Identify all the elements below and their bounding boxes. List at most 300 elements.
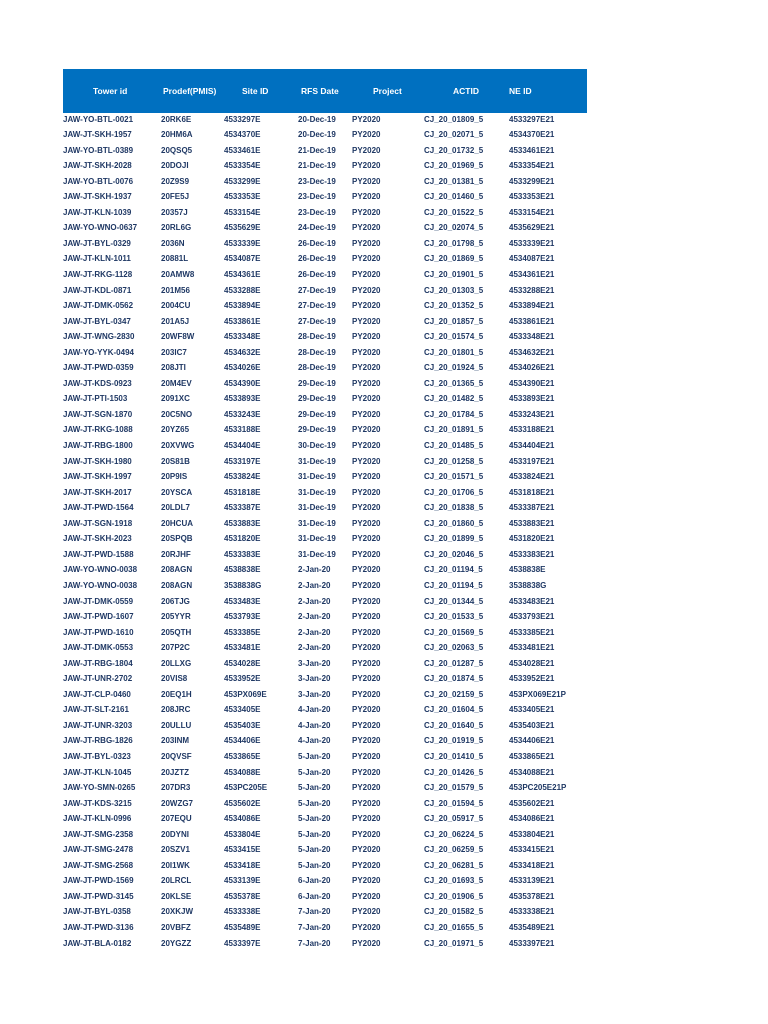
tower-id-cell: JAW-JT-PWD-0359 xyxy=(63,363,134,373)
ne-id-cell: 4533353E21 xyxy=(509,192,555,202)
tower-id-cell: JAW-JT-KLN-1011 xyxy=(63,254,131,264)
project-cell: PY2020 xyxy=(352,332,381,342)
rfs-date-cell: 7-Jan-20 xyxy=(298,923,331,932)
ne-id-cell: 4534361E21 xyxy=(509,270,555,279)
actid-cell: CJ_20_01924_5 xyxy=(424,363,484,373)
project-cell: PY2020 xyxy=(352,316,381,326)
site-id-cell: 4534404E xyxy=(224,441,261,450)
site-id-cell: 4533299E xyxy=(224,176,261,186)
actid-cell: CJ_20_01901_5 xyxy=(424,270,484,279)
actid-cell: CJ_20_01869_5 xyxy=(424,254,484,264)
table-row xyxy=(63,702,587,717)
prodef-cell: 20DOJI xyxy=(161,161,189,171)
tower-id-cell: JAW-JT-PWD-1569 xyxy=(63,876,134,886)
rfs-date-cell: 31-Dec-19 xyxy=(298,472,336,482)
actid-cell: CJ_20_01809_5 xyxy=(424,114,484,124)
project-cell: PY2020 xyxy=(352,565,381,575)
table-row xyxy=(63,189,587,204)
rfs-date-cell: 2-Jan-20 xyxy=(298,580,331,590)
actid-cell: CJ_20_01899_5 xyxy=(424,534,484,544)
actid-cell: CJ_20_01426_5 xyxy=(424,767,484,777)
tower-id-cell: JAW-JT-KLN-1045 xyxy=(63,767,132,777)
project-cell: PY2020 xyxy=(352,798,381,808)
rfs-date-cell: 5-Jan-20 xyxy=(298,751,331,761)
prodef-cell: 207P2C xyxy=(161,643,190,653)
ne-id-cell: 4534086E21 xyxy=(509,814,555,824)
tower-id-cell: JAW-JT-SLT-2161 xyxy=(63,705,129,715)
prodef-cell: 2036N xyxy=(161,238,185,248)
tower-id-cell: JAW-JT-PWD-3136 xyxy=(63,923,134,932)
tower-id-cell: JAW-JT-RKG-1088 xyxy=(63,425,133,435)
actid-cell: CJ_20_01287_5 xyxy=(424,658,484,668)
ne-id-cell: 4533883E21 xyxy=(509,518,555,528)
project-cell: PY2020 xyxy=(352,472,381,482)
prodef-cell: 203INM xyxy=(161,736,190,746)
site-id-cell: 4535378E xyxy=(224,891,261,901)
prodef-cell: 20YGZZ xyxy=(161,938,192,948)
table-row xyxy=(63,469,587,484)
table-row xyxy=(63,811,587,826)
rfs-date-cell: 6-Jan-20 xyxy=(298,891,331,901)
site-id-cell: 4533461E xyxy=(224,145,261,155)
prodef-cell: 20VBFZ xyxy=(161,923,191,932)
prodef-cell: 20M4EV xyxy=(161,378,192,388)
prodef-cell: 20I1WK xyxy=(161,860,190,870)
prodef-cell: 20RL6G xyxy=(161,223,192,233)
actid-cell: CJ_20_01303_5 xyxy=(424,285,484,295)
ne-id-cell: 4533243E21 xyxy=(509,409,555,419)
ne-id-cell: 4533397E21 xyxy=(509,938,555,948)
site-id-cell: 4533387E xyxy=(224,503,261,513)
project-cell: PY2020 xyxy=(352,192,381,202)
site-id-cell: 4533415E xyxy=(224,845,261,855)
prodef-cell: 20AMW8 xyxy=(161,270,195,279)
actid-cell: CJ_20_02159_5 xyxy=(424,689,484,699)
actid-cell: CJ_20_01352_5 xyxy=(424,301,484,311)
actid-cell: CJ_20_02074_5 xyxy=(424,223,484,233)
prodef-cell: 20Z9S9 xyxy=(161,176,190,186)
rfs-date-cell: 31-Dec-19 xyxy=(298,487,336,497)
prodef-cell: 20SPQB xyxy=(161,534,193,544)
ne-id-cell: 4533297E21 xyxy=(509,114,555,124)
table-row xyxy=(63,671,587,686)
ne-id-cell: 453PC205E21P xyxy=(509,783,567,792)
ne-id-cell: 4533804E21 xyxy=(509,829,555,839)
table-row xyxy=(63,656,587,671)
ne-id-cell: 4533188E21 xyxy=(509,425,555,435)
actid-cell: CJ_20_01571_5 xyxy=(424,472,484,482)
site-id-cell: 4533952E xyxy=(224,674,261,684)
tower-id-cell: JAW-JT-PTI-1503 xyxy=(63,394,128,404)
rfs-date-cell: 2-Jan-20 xyxy=(298,627,331,637)
rfs-date-cell: 7-Jan-20 xyxy=(298,907,331,917)
prodef-cell: 208AGN xyxy=(161,580,193,590)
tower-id-cell: JAW-JT-SMG-2358 xyxy=(63,829,134,839)
tower-id-cell: JAW-JT-RBG-1826 xyxy=(63,736,133,746)
rfs-date-cell: 26-Dec-19 xyxy=(298,254,336,264)
project-cell: PY2020 xyxy=(352,114,381,124)
project-cell: PY2020 xyxy=(352,907,381,917)
tower-id-cell: JAW-JT-PWD-3145 xyxy=(63,891,134,901)
project-cell: PY2020 xyxy=(352,363,381,373)
rfs-date-cell: 31-Dec-19 xyxy=(298,534,336,544)
tower-id-cell: JAW-JT-BLA-0182 xyxy=(63,938,132,948)
ne-id-cell: 4533354E21 xyxy=(509,161,555,171)
project-cell: PY2020 xyxy=(352,938,381,948)
table-row xyxy=(63,858,587,873)
site-id-cell: 4533297E xyxy=(224,114,261,124)
actid-cell: CJ_20_01569_5 xyxy=(424,627,484,637)
table-row xyxy=(63,873,587,888)
prodef-cell: 20KLSE xyxy=(161,891,192,901)
rfs-date-cell: 20-Dec-19 xyxy=(298,130,336,139)
tower-id-cell: JAW-YO-BTL-0076 xyxy=(63,176,134,186)
prodef-cell: 20LDL7 xyxy=(161,503,190,513)
rfs-date-cell: 3-Jan-20 xyxy=(298,674,331,684)
table-row xyxy=(63,360,587,375)
tower-id-cell: JAW-JT-PWD-1607 xyxy=(63,612,134,621)
project-cell: PY2020 xyxy=(352,347,381,357)
ne-id-cell: 453PX069E21P xyxy=(509,689,566,699)
rfs-date-cell: 3-Jan-20 xyxy=(298,658,331,668)
project-cell: PY2020 xyxy=(352,891,381,901)
table-row xyxy=(63,718,587,733)
project-cell: PY2020 xyxy=(352,254,381,264)
actid-cell: CJ_20_01784_5 xyxy=(424,409,484,419)
project-cell: PY2020 xyxy=(352,845,381,855)
site-id-cell: 4534370E xyxy=(224,130,261,139)
site-id-cell: 4533865E xyxy=(224,751,261,761)
project-cell: PY2020 xyxy=(352,643,381,653)
prodef-cell: 20YSCA xyxy=(161,487,193,497)
rfs-date-cell: 29-Dec-19 xyxy=(298,425,336,435)
prodef-cell: 207DR3 xyxy=(161,783,191,792)
rfs-date-cell: 3-Jan-20 xyxy=(298,689,331,699)
ne-id-cell: 4533894E21 xyxy=(509,301,555,311)
column-header-project: Project xyxy=(373,86,402,96)
prodef-cell: 20LRCL xyxy=(161,876,192,886)
tower-id-cell: JAW-JT-RKG-1128 xyxy=(63,270,133,279)
prodef-cell: 20P9IS xyxy=(161,472,188,482)
rfs-date-cell: 5-Jan-20 xyxy=(298,860,331,870)
site-id-cell: 4534088E xyxy=(224,767,261,777)
site-id-cell: 4534406E xyxy=(224,736,261,746)
prodef-cell: 208JTI xyxy=(161,363,186,373)
ne-id-cell: 4531818E21 xyxy=(509,487,555,497)
table-row xyxy=(63,422,587,437)
table-row xyxy=(63,205,587,220)
tower-id-cell: JAW-JT-SGN-1870 xyxy=(63,409,133,419)
tower-id-cell: JAW-YO-WNO-0038 xyxy=(63,565,138,575)
actid-cell: CJ_20_01574_5 xyxy=(424,332,484,342)
prodef-cell: 201A5J xyxy=(161,316,190,326)
project-cell: PY2020 xyxy=(352,658,381,668)
site-id-cell: 4533824E xyxy=(224,472,261,482)
table-row xyxy=(63,438,587,453)
site-id-cell: 4535629E xyxy=(224,223,261,233)
prodef-cell: 20ULLU xyxy=(161,720,192,730)
table-row xyxy=(63,765,587,780)
rfs-date-cell: 23-Dec-19 xyxy=(298,207,336,217)
rfs-date-cell: 5-Jan-20 xyxy=(298,767,331,777)
tower-id-cell: JAW-JT-DMK-0559 xyxy=(63,596,134,606)
table-row xyxy=(63,780,587,795)
project-cell: PY2020 xyxy=(352,394,381,404)
project-cell: PY2020 xyxy=(352,378,381,388)
site-id-cell: 4533883E xyxy=(224,518,261,528)
tower-id-cell: JAW-YO-SMN-0265 xyxy=(63,783,136,792)
tower-id-cell: JAW-JT-DMK-0562 xyxy=(63,301,134,311)
site-id-cell: 4534632E xyxy=(224,347,261,357)
actid-cell: CJ_20_01706_5 xyxy=(424,487,484,497)
prodef-cell: 207EQU xyxy=(161,814,192,824)
rfs-date-cell: 5-Jan-20 xyxy=(298,829,331,839)
project-cell: PY2020 xyxy=(352,783,381,792)
ne-id-cell: 4533348E21 xyxy=(509,332,555,342)
prodef-cell: 20YZ65 xyxy=(161,425,190,435)
tower-id-cell: JAW-JT-SKH-1957 xyxy=(63,130,132,139)
rfs-date-cell: 29-Dec-19 xyxy=(298,378,336,388)
table-row xyxy=(63,889,587,904)
tower-id-cell: JAW-JT-BYL-0347 xyxy=(63,316,131,326)
site-id-cell: 4533481E xyxy=(224,643,261,653)
table-row xyxy=(63,174,587,189)
site-id-cell: 4533804E xyxy=(224,829,261,839)
tower-id-cell: JAW-JT-KDS-3215 xyxy=(63,798,132,808)
actid-cell: CJ_20_01194_5 xyxy=(424,580,483,590)
project-cell: PY2020 xyxy=(352,720,381,730)
tower-id-cell: JAW-YO-BTL-0021 xyxy=(63,114,134,124)
table-row xyxy=(63,936,587,951)
prodef-cell: 20C5NO xyxy=(161,409,193,419)
rfs-date-cell: 29-Dec-19 xyxy=(298,394,336,404)
prodef-cell: 20WF8W xyxy=(161,332,195,342)
rfs-date-cell: 21-Dec-19 xyxy=(298,161,336,171)
prodef-cell: 20QVSF xyxy=(161,751,192,761)
rfs-date-cell: 2-Jan-20 xyxy=(298,565,331,575)
prodef-cell: 20DYNI xyxy=(161,829,190,839)
ne-id-cell: 3538838G xyxy=(509,580,547,590)
ne-id-cell: 4533387E21 xyxy=(509,503,555,513)
actid-cell: CJ_20_05917_5 xyxy=(424,814,484,824)
rfs-date-cell: 5-Jan-20 xyxy=(298,798,331,808)
tower-id-cell: JAW-YO-WNO-0637 xyxy=(63,223,138,233)
site-id-cell: 4533894E xyxy=(224,301,261,311)
actid-cell: CJ_20_01381_5 xyxy=(424,176,484,186)
table-row xyxy=(63,298,587,313)
ne-id-cell: 4533793E21 xyxy=(509,612,555,621)
site-id-cell: 4534361E xyxy=(224,270,261,279)
tower-id-cell: JAW-JT-SMG-2568 xyxy=(63,860,134,870)
prodef-cell: 20XVWG xyxy=(161,441,195,450)
table-row xyxy=(63,236,587,251)
table-row xyxy=(63,454,587,469)
table-row xyxy=(63,625,587,640)
tower-id-cell: JAW-YO-BTL-0389 xyxy=(63,145,134,155)
table-row xyxy=(63,112,587,127)
table-row xyxy=(63,143,587,158)
table-row xyxy=(63,827,587,842)
rfs-date-cell: 28-Dec-19 xyxy=(298,332,336,342)
actid-cell: CJ_20_02063_5 xyxy=(424,643,484,653)
site-id-cell: 4534390E xyxy=(224,378,261,388)
tower-id-cell: JAW-JT-KLN-1039 xyxy=(63,207,132,217)
project-cell: PY2020 xyxy=(352,736,381,746)
actid-cell: CJ_20_01874_5 xyxy=(424,674,484,684)
tower-id-cell: JAW-JT-SKH-1980 xyxy=(63,456,132,466)
tower-id-cell: JAW-JT-DMK-0553 xyxy=(63,643,134,653)
actid-cell: CJ_20_06259_5 xyxy=(424,845,484,855)
actid-cell: CJ_20_01838_5 xyxy=(424,503,484,513)
prodef-cell: 20EQ1H xyxy=(161,689,192,699)
table-row xyxy=(63,391,587,406)
rfs-date-cell: 6-Jan-20 xyxy=(298,876,331,886)
ne-id-cell: 4534406E21 xyxy=(509,736,555,746)
actid-cell: CJ_20_01798_5 xyxy=(424,238,484,248)
ne-id-cell: 4533481E21 xyxy=(509,643,555,653)
actid-cell: CJ_20_01594_5 xyxy=(424,798,484,808)
tower-id-cell: JAW-JT-KDL-0871 xyxy=(63,285,132,295)
ne-id-cell: 4534404E21 xyxy=(509,441,555,450)
ne-id-cell: 4535629E21 xyxy=(509,223,555,233)
spreadsheet-table xyxy=(63,69,587,948)
rfs-date-cell: 31-Dec-19 xyxy=(298,503,336,513)
table-row xyxy=(63,345,587,360)
tower-id-cell: JAW-JT-PWD-1610 xyxy=(63,627,134,637)
actid-cell: CJ_20_01194_5 xyxy=(424,565,483,575)
rfs-date-cell: 23-Dec-19 xyxy=(298,176,336,186)
actid-cell: CJ_20_06281_5 xyxy=(424,860,484,870)
table-row xyxy=(63,127,587,142)
actid-cell: CJ_20_01482_5 xyxy=(424,394,484,404)
prodef-cell: 20HCUA xyxy=(161,518,194,528)
ne-id-cell: 4533288E21 xyxy=(509,285,555,295)
project-cell: PY2020 xyxy=(352,285,381,295)
table-row xyxy=(63,733,587,748)
project-cell: PY2020 xyxy=(352,580,381,590)
ne-id-cell: 4533461E21 xyxy=(509,145,555,155)
site-id-cell: 4533339E xyxy=(224,238,261,248)
table-row xyxy=(63,516,587,531)
tower-id-cell: JAW-JT-CLP-0460 xyxy=(63,689,131,699)
actid-cell: CJ_20_02071_5 xyxy=(424,130,484,139)
site-id-cell: 4533288E xyxy=(224,285,261,295)
ne-id-cell: 4533154E21 xyxy=(509,207,555,217)
table-row xyxy=(63,267,587,282)
site-id-cell: 4533383E xyxy=(224,549,261,559)
prodef-cell: 20881L xyxy=(161,254,189,264)
table-row xyxy=(63,314,587,329)
site-id-cell: 4533893E xyxy=(224,394,261,404)
ne-id-cell: 4533861E21 xyxy=(509,316,555,326)
prodef-cell: 20S81B xyxy=(161,456,190,466)
project-cell: PY2020 xyxy=(352,876,381,886)
table-row xyxy=(63,407,587,422)
project-cell: PY2020 xyxy=(352,145,381,155)
ne-id-cell: 4535602E21 xyxy=(509,798,555,808)
table-row xyxy=(63,609,587,624)
rfs-date-cell: 26-Dec-19 xyxy=(298,270,336,279)
site-id-cell: 4533397E xyxy=(224,938,261,948)
tower-id-cell: JAW-JT-SKH-2023 xyxy=(63,534,132,544)
tower-id-cell: JAW-JT-BYL-0358 xyxy=(63,907,131,917)
tower-id-cell: JAW-JT-UNR-3203 xyxy=(63,720,133,730)
site-id-cell: 4533348E xyxy=(224,332,261,342)
prodef-cell: 201M56 xyxy=(161,285,190,295)
rfs-date-cell: 26-Dec-19 xyxy=(298,238,336,248)
site-id-cell: 4533405E xyxy=(224,705,261,715)
actid-cell: CJ_20_01732_5 xyxy=(424,145,484,155)
column-header-rfs-date: RFS Date xyxy=(301,86,339,96)
prodef-cell: 206TJG xyxy=(161,596,190,606)
prodef-cell: 2091XC xyxy=(161,394,190,404)
table-row xyxy=(63,158,587,173)
actid-cell: CJ_20_01522_5 xyxy=(424,207,484,217)
prodef-cell: 20JZTZ xyxy=(161,767,190,777)
ne-id-cell: 4533197E21 xyxy=(509,456,555,466)
site-id-cell: 4535602E xyxy=(224,798,261,808)
ne-id-cell: 4534370E21 xyxy=(509,130,555,139)
tower-id-cell: JAW-JT-SGN-1918 xyxy=(63,518,133,528)
tower-id-cell: JAW-JT-PWD-1564 xyxy=(63,503,134,513)
table-row xyxy=(63,500,587,515)
ne-id-cell: 4533483E21 xyxy=(509,596,555,606)
rfs-date-cell: 31-Dec-19 xyxy=(298,518,336,528)
actid-cell: CJ_20_01344_5 xyxy=(424,596,484,606)
actid-cell: CJ_20_01604_5 xyxy=(424,705,484,715)
project-cell: PY2020 xyxy=(352,751,381,761)
ne-id-cell: 4534028E21 xyxy=(509,658,555,668)
site-id-cell: 4534087E xyxy=(224,254,261,264)
tower-id-cell: JAW-JT-SKH-2028 xyxy=(63,161,132,171)
actid-cell: CJ_20_01582_5 xyxy=(424,907,484,917)
ne-id-cell: 4533893E21 xyxy=(509,394,555,404)
project-cell: PY2020 xyxy=(352,176,381,186)
ne-id-cell: 4534087E21 xyxy=(509,254,555,264)
project-cell: PY2020 xyxy=(352,441,381,450)
project-cell: PY2020 xyxy=(352,223,381,233)
ne-id-cell: 4533385E21 xyxy=(509,627,555,637)
site-id-cell: 4533243E xyxy=(224,409,261,419)
rfs-date-cell: 5-Jan-20 xyxy=(298,845,331,855)
actid-cell: CJ_20_01655_5 xyxy=(424,923,484,932)
table-row xyxy=(63,578,587,593)
prodef-cell: 20WZG7 xyxy=(161,798,194,808)
column-header-ne-id: NE ID xyxy=(509,86,532,96)
rfs-date-cell: 4-Jan-20 xyxy=(298,705,331,715)
rfs-date-cell: 5-Jan-20 xyxy=(298,783,331,792)
ne-id-cell: 4533338E21 xyxy=(509,907,555,917)
tower-id-cell: JAW-JT-BYL-0329 xyxy=(63,238,131,248)
site-id-cell: 4531818E xyxy=(224,487,261,497)
tower-id-cell: JAW-JT-BYL-0323 xyxy=(63,751,131,761)
table-row xyxy=(63,547,587,562)
tower-id-cell: JAW-JT-KDS-0923 xyxy=(63,378,132,388)
rfs-date-cell: 4-Jan-20 xyxy=(298,736,331,746)
site-id-cell: 4533793E xyxy=(224,612,261,621)
site-id-cell: 4533154E xyxy=(224,207,261,217)
table-row xyxy=(63,920,587,935)
tower-id-cell: JAW-JT-SKH-1937 xyxy=(63,192,132,202)
rfs-date-cell: 27-Dec-19 xyxy=(298,301,336,311)
project-cell: PY2020 xyxy=(352,503,381,513)
site-id-cell: 4538838E xyxy=(224,565,261,575)
header-row xyxy=(63,69,587,113)
prodef-cell: 203IC7 xyxy=(161,347,187,357)
tower-id-cell: JAW-YO-WNO-0038 xyxy=(63,580,138,590)
site-id-cell: 4533861E xyxy=(224,316,261,326)
table-row xyxy=(63,562,587,577)
